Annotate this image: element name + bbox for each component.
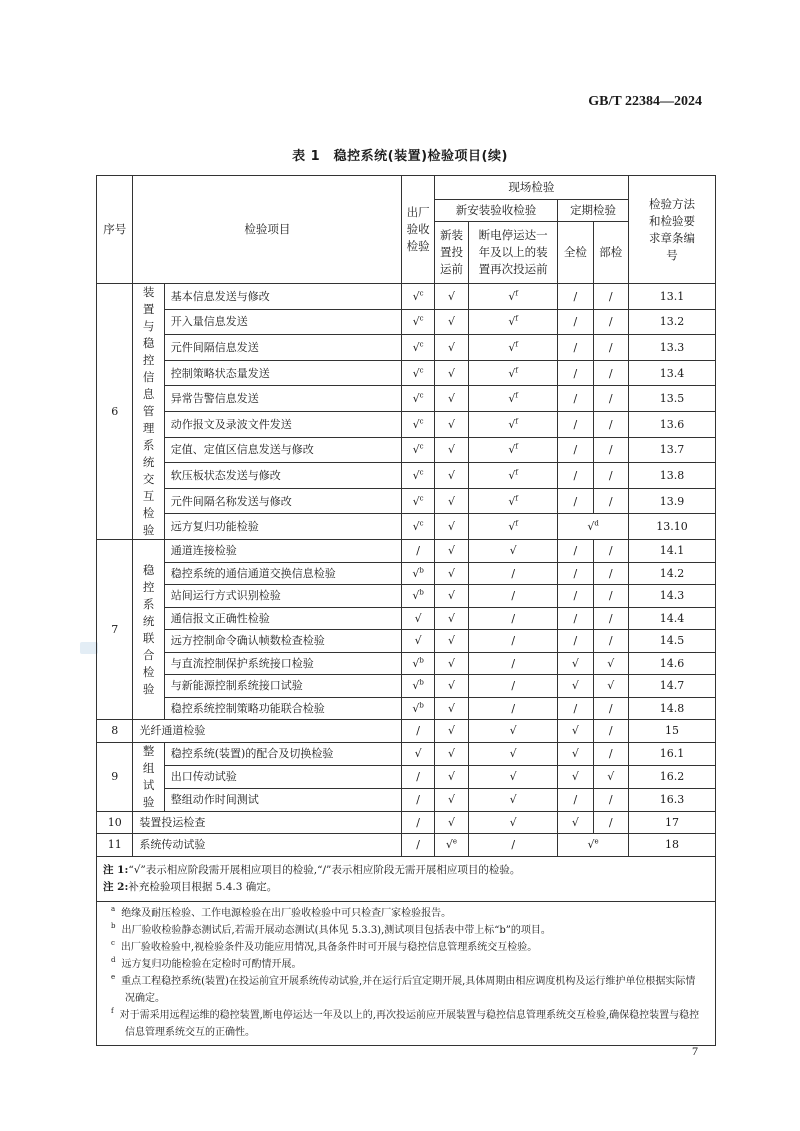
method-cell: 13.3 bbox=[628, 335, 715, 361]
partial-cell: / bbox=[593, 360, 628, 386]
item-cell: 远方复归功能检验 bbox=[164, 514, 402, 540]
factory-cell: / bbox=[402, 834, 434, 857]
method-cell: 14.7 bbox=[628, 675, 715, 698]
factory-cell: √ bbox=[402, 630, 434, 653]
group-name-cell: 整组试验 bbox=[133, 742, 164, 811]
table-row bbox=[97, 742, 716, 765]
full-cell: / bbox=[558, 437, 593, 463]
seq-cell: 7 bbox=[97, 540, 133, 720]
full-cell: / bbox=[558, 607, 593, 630]
header-new-before: 新装置投运前 bbox=[434, 222, 468, 284]
new-before-cell: √ bbox=[434, 652, 468, 675]
partial-cell: / bbox=[593, 607, 628, 630]
full-cell: / bbox=[558, 630, 593, 653]
method-cell: 14.3 bbox=[628, 585, 715, 608]
partial-cell: / bbox=[593, 386, 628, 412]
seq-cell: 10 bbox=[97, 811, 133, 834]
method-cell: 14.4 bbox=[628, 607, 715, 630]
method-cell: 14.1 bbox=[628, 540, 715, 563]
notes-cell bbox=[97, 856, 716, 901]
partial-cell: / bbox=[593, 585, 628, 608]
method-cell: 17 bbox=[628, 811, 715, 834]
new-before-cell: √ bbox=[434, 811, 468, 834]
item-cell: 装置投运检查 bbox=[133, 811, 402, 834]
table-row bbox=[97, 720, 716, 743]
method-cell: 13.1 bbox=[628, 284, 715, 310]
item-cell: 与直流控制保护系统接口检验 bbox=[164, 652, 402, 675]
outage-cell: √$^f$ bbox=[469, 437, 558, 463]
new-before-cell: √ bbox=[434, 488, 468, 514]
full-cell: / bbox=[558, 562, 593, 585]
seq-cell: 6 bbox=[97, 284, 133, 540]
new-before-cell: √ bbox=[434, 630, 468, 653]
item-cell: 软压板状态发送与修改 bbox=[164, 463, 402, 489]
note-line: 注 2:补充检验项目根据 5.4.3 确定。 bbox=[103, 880, 278, 893]
footnote-line: $^c$ 出厂验收检验中,视检验条件及功能应用情况,具备条件时可开展与稳控信息管理系统交互检验。 bbox=[111, 939, 538, 953]
standard-code: GB/T 22384—2024 bbox=[588, 94, 702, 109]
table-row bbox=[97, 788, 716, 811]
partial-cell: / bbox=[593, 562, 628, 585]
item-cell: 通信报文正确性检验 bbox=[164, 607, 402, 630]
factory-cell: √$^b$ bbox=[402, 675, 434, 698]
table-row bbox=[97, 463, 716, 489]
item-cell: 出口传动试验 bbox=[164, 765, 402, 788]
partial-cell: / bbox=[593, 630, 628, 653]
method-cell: 13.2 bbox=[628, 309, 715, 335]
footnotes-cell bbox=[97, 901, 716, 1045]
item-cell: 光纤通道检验 bbox=[133, 720, 402, 743]
item-cell: 控制策略状态量发送 bbox=[164, 360, 402, 386]
page-number: 7 bbox=[692, 1044, 698, 1058]
factory-cell: √$^c$ bbox=[402, 309, 434, 335]
method-cell: 13.7 bbox=[628, 437, 715, 463]
method-cell: 13.10 bbox=[628, 514, 715, 540]
table-row bbox=[97, 585, 716, 608]
outage-cell: √$^f$ bbox=[469, 309, 558, 335]
item-cell: 稳控系统的通信通道交换信息检验 bbox=[164, 562, 402, 585]
partial-cell: / bbox=[593, 811, 628, 834]
new-before-cell: √ bbox=[434, 697, 468, 720]
factory-cell: √$^b$ bbox=[402, 652, 434, 675]
method-cell: 16.1 bbox=[628, 742, 715, 765]
full-cell: / bbox=[558, 540, 593, 563]
item-cell: 元件间隔信息发送 bbox=[164, 335, 402, 361]
item-cell: 通道连接检验 bbox=[164, 540, 402, 563]
factory-cell: √$^c$ bbox=[402, 514, 434, 540]
full-cell: / bbox=[558, 335, 593, 361]
seq-cell: 8 bbox=[97, 720, 133, 743]
table-caption: 表 1 稳控系统(装置)检验项目(续) bbox=[292, 149, 508, 164]
partial-cell: / bbox=[593, 411, 628, 437]
outage-cell: / bbox=[469, 585, 558, 608]
seq-cell: 9 bbox=[97, 742, 133, 811]
full-cell: √ bbox=[558, 652, 593, 675]
method-cell: 14.8 bbox=[628, 697, 715, 720]
full-cell: √ bbox=[558, 675, 593, 698]
partial-cell: √ bbox=[593, 652, 628, 675]
factory-cell: / bbox=[402, 765, 434, 788]
new-before-cell: √ bbox=[434, 284, 468, 310]
partial-cell: / bbox=[593, 742, 628, 765]
outage-cell: / bbox=[469, 630, 558, 653]
item-cell: 与新能源控制系统接口试验 bbox=[164, 675, 402, 698]
partial-cell: / bbox=[593, 437, 628, 463]
factory-cell: √ bbox=[402, 607, 434, 630]
new-before-cell: √ bbox=[434, 309, 468, 335]
new-before-cell: √ bbox=[434, 585, 468, 608]
item-cell: 稳控系统(装置)的配合及切换检验 bbox=[164, 742, 402, 765]
method-cell: 18 bbox=[628, 834, 715, 857]
footnote-line: $^d$ 远方复归功能检验在定检时可酌情开展。 bbox=[111, 956, 302, 970]
outage-cell: √$^f$ bbox=[469, 514, 558, 540]
table-row bbox=[97, 335, 716, 361]
factory-cell: √$^b$ bbox=[402, 697, 434, 720]
note-line: 注 1:“√”表示相应阶段需开展相应项目的检验,“/”表示相应阶段无需开展相应项目的检验。 bbox=[103, 863, 521, 876]
table-row bbox=[97, 437, 716, 463]
new-before-cell: √ bbox=[434, 463, 468, 489]
item-cell: 定值、定值区信息发送与修改 bbox=[164, 437, 402, 463]
new-before-cell: √ bbox=[434, 562, 468, 585]
factory-cell: √$^c$ bbox=[402, 437, 434, 463]
partial-cell: √ bbox=[593, 765, 628, 788]
table-row bbox=[97, 765, 716, 788]
outage-cell: √ bbox=[469, 540, 558, 563]
full-cell: / bbox=[558, 309, 593, 335]
full-cell: √ bbox=[558, 720, 593, 743]
footnote-line: $^b$ 出厂验收检验静态测试后,若需开展动态测试(具体见 5.3.3),测试项目包括表中带上标“b”的项目。 bbox=[111, 922, 551, 936]
outage-cell: √$^f$ bbox=[469, 411, 558, 437]
table-row bbox=[97, 607, 716, 630]
table-row bbox=[97, 630, 716, 653]
table-row bbox=[97, 488, 716, 514]
group-name-cell: 稳控系统联合检验 bbox=[133, 540, 164, 720]
outage-cell: √$^f$ bbox=[469, 284, 558, 310]
factory-cell: √$^c$ bbox=[402, 284, 434, 310]
table-row bbox=[97, 284, 716, 310]
item-cell: 站间运行方式识别检验 bbox=[164, 585, 402, 608]
header-method: 检验方法和检验要求章条编号 bbox=[628, 176, 715, 284]
outage-cell: √ bbox=[469, 765, 558, 788]
full-cell: / bbox=[558, 386, 593, 412]
method-cell: 13.6 bbox=[628, 411, 715, 437]
outage-cell: / bbox=[469, 562, 558, 585]
notes-row bbox=[97, 856, 716, 901]
outage-cell: √ bbox=[469, 720, 558, 743]
header-new-install: 新安装验收检验 bbox=[434, 200, 557, 222]
item-cell: 元件间隔名称发送与修改 bbox=[164, 488, 402, 514]
new-before-cell: √$^e$ bbox=[434, 834, 468, 857]
new-before-cell: √ bbox=[434, 742, 468, 765]
new-before-cell: √ bbox=[434, 720, 468, 743]
new-before-cell: √ bbox=[434, 675, 468, 698]
new-before-cell: √ bbox=[434, 386, 468, 412]
factory-cell: √$^c$ bbox=[402, 335, 434, 361]
outage-cell: √ bbox=[469, 742, 558, 765]
outage-cell: √$^f$ bbox=[469, 463, 558, 489]
footnote-line: $^e$ 重点工程稳控系统(装置)在投运前宜开展系统传动试验,并在运行后宜定期开展,具体周期由相应调度机构及运行维护单位根据实际情况确定。 bbox=[111, 973, 696, 1004]
footnote-line: $^a$ 绝缘及耐压检验、工作电源检验在出厂验收检验中可只检查厂家检验报告。 bbox=[111, 905, 452, 919]
factory-cell: √$^c$ bbox=[402, 463, 434, 489]
outage-cell: / bbox=[469, 697, 558, 720]
seq-cell: 11 bbox=[97, 834, 133, 857]
factory-cell: / bbox=[402, 540, 434, 563]
method-cell: 13.4 bbox=[628, 360, 715, 386]
full-cell: / bbox=[558, 697, 593, 720]
outage-cell: √ bbox=[469, 811, 558, 834]
table-row bbox=[97, 652, 716, 675]
item-cell: 基本信息发送与修改 bbox=[164, 284, 402, 310]
method-cell: 14.5 bbox=[628, 630, 715, 653]
full-cell: / bbox=[558, 411, 593, 437]
factory-cell: √$^c$ bbox=[402, 411, 434, 437]
new-before-cell: √ bbox=[434, 360, 468, 386]
factory-cell: √$^c$ bbox=[402, 386, 434, 412]
table-row bbox=[97, 697, 716, 720]
header-item: 检验项目 bbox=[133, 176, 402, 284]
periodic-merged-cell: √$^d$ bbox=[558, 514, 629, 540]
outage-cell: √$^f$ bbox=[469, 386, 558, 412]
outage-cell: √$^f$ bbox=[469, 360, 558, 386]
outage-cell: √ bbox=[469, 788, 558, 811]
table-row bbox=[97, 811, 716, 834]
new-before-cell: √ bbox=[434, 411, 468, 437]
full-cell: √ bbox=[558, 765, 593, 788]
method-cell: 13.5 bbox=[628, 386, 715, 412]
factory-cell: / bbox=[402, 788, 434, 811]
header-site: 现场检验 bbox=[434, 176, 628, 200]
method-cell: 14.6 bbox=[628, 652, 715, 675]
new-before-cell: √ bbox=[434, 514, 468, 540]
full-cell: / bbox=[558, 463, 593, 489]
new-before-cell: √ bbox=[434, 335, 468, 361]
outage-cell: / bbox=[469, 834, 558, 857]
partial-cell: / bbox=[593, 284, 628, 310]
header-partial: 部检 bbox=[593, 222, 628, 284]
factory-cell: √ bbox=[402, 742, 434, 765]
outage-cell: / bbox=[469, 607, 558, 630]
table-row bbox=[97, 562, 716, 585]
full-cell: / bbox=[558, 585, 593, 608]
partial-cell: / bbox=[593, 720, 628, 743]
factory-cell: √$^b$ bbox=[402, 585, 434, 608]
group-name-cell: 装置与稳控信息管理系统交互检验 bbox=[133, 284, 164, 540]
header-factory: 出厂验收检验 bbox=[402, 176, 434, 284]
table-row bbox=[97, 386, 716, 412]
partial-cell: / bbox=[593, 463, 628, 489]
full-cell: / bbox=[558, 488, 593, 514]
header-periodic: 定期检验 bbox=[558, 200, 629, 222]
footnote-line: $^f$ 对于需采用远程运维的稳控装置,断电停运达一年及以上的,再次投运前应开展装置与稳控信息管理系统交互检验,确保稳控装置与稳控信息管理系统交互的正确性。 bbox=[111, 1007, 700, 1038]
method-cell: 13.8 bbox=[628, 463, 715, 489]
partial-cell: √ bbox=[593, 675, 628, 698]
new-before-cell: √ bbox=[434, 765, 468, 788]
header-full: 全检 bbox=[558, 222, 593, 284]
partial-cell: / bbox=[593, 488, 628, 514]
method-cell: 16.2 bbox=[628, 765, 715, 788]
item-cell: 动作报文及录波文件发送 bbox=[164, 411, 402, 437]
full-cell: / bbox=[558, 788, 593, 811]
partial-cell: / bbox=[593, 540, 628, 563]
factory-cell: √$^c$ bbox=[402, 488, 434, 514]
full-cell: / bbox=[558, 360, 593, 386]
outage-cell: / bbox=[469, 675, 558, 698]
table-row bbox=[97, 834, 716, 857]
method-cell: 13.9 bbox=[628, 488, 715, 514]
new-before-cell: √ bbox=[434, 788, 468, 811]
partial-cell: / bbox=[593, 335, 628, 361]
table-row bbox=[97, 540, 716, 563]
table-row bbox=[97, 309, 716, 335]
full-cell: √ bbox=[558, 811, 593, 834]
item-cell: 远方控制命令确认帧数检查检验 bbox=[164, 630, 402, 653]
table-row bbox=[97, 360, 716, 386]
item-cell: 异常告警信息发送 bbox=[164, 386, 402, 412]
item-cell: 稳控系统控制策略功能联合检验 bbox=[164, 697, 402, 720]
item-cell: 系统传动试验 bbox=[133, 834, 402, 857]
footnotes-row bbox=[97, 901, 716, 1045]
table-row bbox=[97, 675, 716, 698]
factory-cell: / bbox=[402, 720, 434, 743]
method-cell: 14.2 bbox=[628, 562, 715, 585]
method-cell: 15 bbox=[628, 720, 715, 743]
full-cell: √ bbox=[558, 742, 593, 765]
outage-cell: √$^f$ bbox=[469, 335, 558, 361]
new-before-cell: √ bbox=[434, 540, 468, 563]
outage-cell: √$^f$ bbox=[469, 488, 558, 514]
table-row bbox=[97, 411, 716, 437]
outage-cell: / bbox=[469, 652, 558, 675]
new-before-cell: √ bbox=[434, 437, 468, 463]
periodic-merged-cell: √$^e$ bbox=[558, 834, 629, 857]
inspection-table bbox=[96, 175, 716, 1046]
factory-cell: √$^c$ bbox=[402, 360, 434, 386]
header-seq: 序号 bbox=[97, 176, 133, 284]
partial-cell: / bbox=[593, 697, 628, 720]
partial-cell: / bbox=[593, 788, 628, 811]
partial-cell: / bbox=[593, 309, 628, 335]
factory-cell: / bbox=[402, 811, 434, 834]
item-cell: 开入量信息发送 bbox=[164, 309, 402, 335]
item-cell: 整组动作时间测试 bbox=[164, 788, 402, 811]
new-before-cell: √ bbox=[434, 607, 468, 630]
factory-cell: √$^b$ bbox=[402, 562, 434, 585]
method-cell: 16.3 bbox=[628, 788, 715, 811]
table-row bbox=[97, 514, 716, 540]
full-cell: / bbox=[558, 284, 593, 310]
header-outage: 断电停运达一年及以上的装置再次投运前 bbox=[469, 222, 558, 284]
